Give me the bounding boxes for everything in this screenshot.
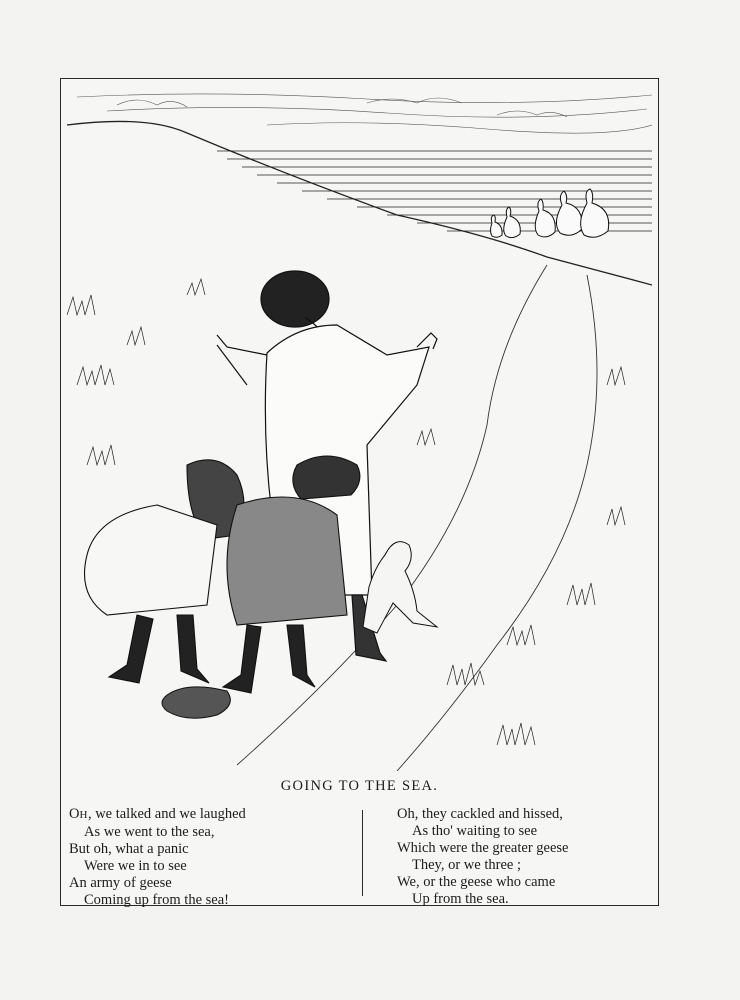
poem-line: Up from the sea. xyxy=(412,891,509,907)
geese xyxy=(491,189,609,238)
girls-figures xyxy=(85,456,360,693)
page-frame xyxy=(60,78,659,906)
sky-hatching xyxy=(77,94,652,133)
poem-line: Oh, they cackled and hissed, xyxy=(397,806,563,822)
engraving-svg xyxy=(67,85,652,771)
poem-line: Which were the greater geese xyxy=(397,840,569,856)
poem-body xyxy=(61,806,658,908)
poem-right-column xyxy=(397,806,657,908)
dropped-hat xyxy=(162,687,230,718)
poem-line: Coming up from the sea! xyxy=(84,892,229,908)
poem-line: As we went to the sea, xyxy=(84,824,215,840)
poem-line-initial-rest: H xyxy=(79,809,88,821)
poem-line xyxy=(69,806,329,824)
poem-line: As tho' waiting to see xyxy=(412,823,538,839)
poem-line-initial: O xyxy=(69,806,80,822)
poem-line: They, or we three ; xyxy=(412,857,521,873)
poem-line: An army of geese xyxy=(69,875,172,891)
poem-title: GOING TO THE SEA. xyxy=(280,778,439,794)
poem-line: We, or the geese who came xyxy=(397,874,556,890)
poem-line-rest: , we talked and we laughed xyxy=(87,806,246,822)
poem-left-column xyxy=(69,806,329,909)
dog-figure xyxy=(363,542,437,633)
engraving-illustration xyxy=(67,85,652,771)
column-divider xyxy=(362,810,363,896)
poem-line: Were we in to see xyxy=(84,858,187,874)
poem-line: But oh, what a panic xyxy=(69,841,189,857)
